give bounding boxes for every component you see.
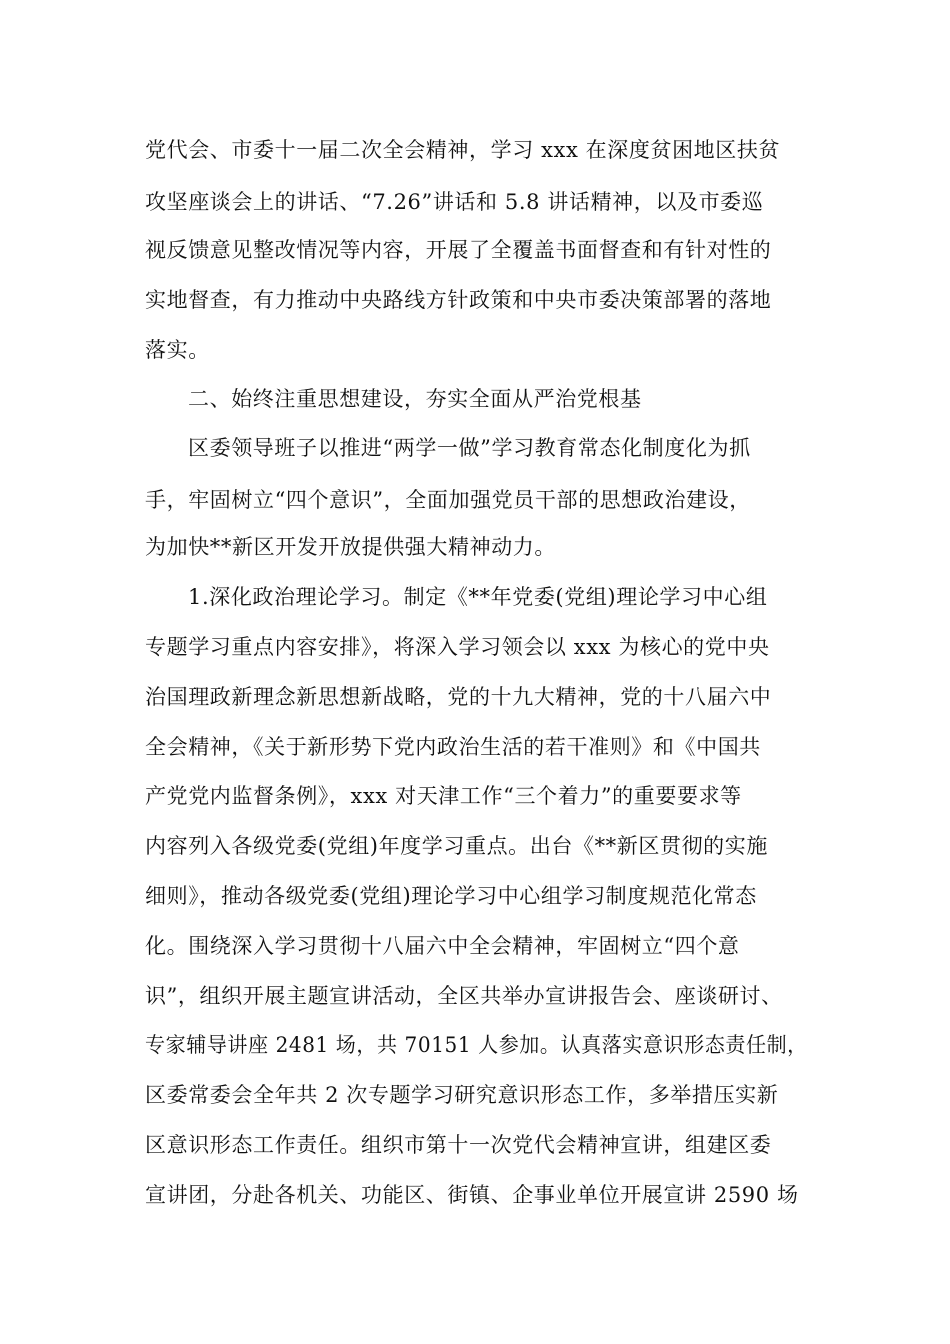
section-heading: 二、始终注重思想建设，夯实全面从严治党根基	[188, 387, 642, 411]
text-line: 视反馈意见整改情况等内容，开展了全覆盖书面督查和有针对性的	[145, 238, 772, 262]
text-line: 细则》，推动各级党委(党组)理论学习中心组学习制度规范化常态	[145, 884, 757, 908]
text-line: 内容列入各级党委(党组)年度学习重点。出台《**新区贯彻的实施	[145, 834, 768, 858]
text-line: 区委常委会全年共 2 次专题学习研究意识形态工作，多举措压实新	[145, 1083, 779, 1107]
text-line: 区意识形态工作责任。组织市第十一次党代会精神宣讲，组建区委	[145, 1133, 772, 1157]
text-line: 攻坚座谈会上的讲话、“7.26”讲话和 5.8 讲话精神，以及市委巡	[145, 190, 764, 214]
text-line: 宣讲团，分赴各机关、功能区、街镇、企事业单位开展宣讲 2590 场	[145, 1183, 799, 1207]
text-line: 专题学习重点内容安排》，将深入学习领会以 xxx 为核心的党中央	[145, 635, 770, 659]
text-line: 为加快**新区开发开放提供强大精神动力。	[145, 535, 556, 559]
text-line: 产党党内监督条例》，xxx 对天津工作“三个着力”的重要要求等	[145, 784, 742, 808]
text-line: 手，牢固树立“四个意识”，全面加强党员干部的思想政治建设，	[145, 488, 751, 512]
text-line: 党代会、市委十一届二次全会精神，学习 xxx 在深度贫困地区扶贫	[145, 138, 781, 162]
text-line: 专家辅导讲座 2481 场，共 70151 人参加。认真落实意识形态责任制，	[145, 1033, 808, 1057]
text-line: 实地督查，有力推动中央路线方针政策和中央市委决策部署的落地	[145, 288, 772, 312]
text-line: 区委领导班子以推进“两学一做”学习教育常态化制度化为抓	[188, 436, 751, 460]
text-line: 全会精神，《关于新形势下党内政治生活的若干准则》和《中国共	[145, 735, 761, 759]
text-line: 落实。	[145, 338, 210, 362]
text-line: 1.深化政治理论学习。制定《**年党委(党组)理论学习中心组	[188, 585, 768, 609]
text-line: 治国理政新理念新思想新战略，党的十九大精神，党的十八届六中	[145, 685, 772, 709]
text-line: 化。围绕深入学习贯彻十八届六中全会精神，牢固树立“四个意	[145, 934, 740, 958]
text-line: 识”，组织开展主题宣讲活动，全区共举办宣讲报告会、座谈研讨、	[145, 984, 783, 1008]
